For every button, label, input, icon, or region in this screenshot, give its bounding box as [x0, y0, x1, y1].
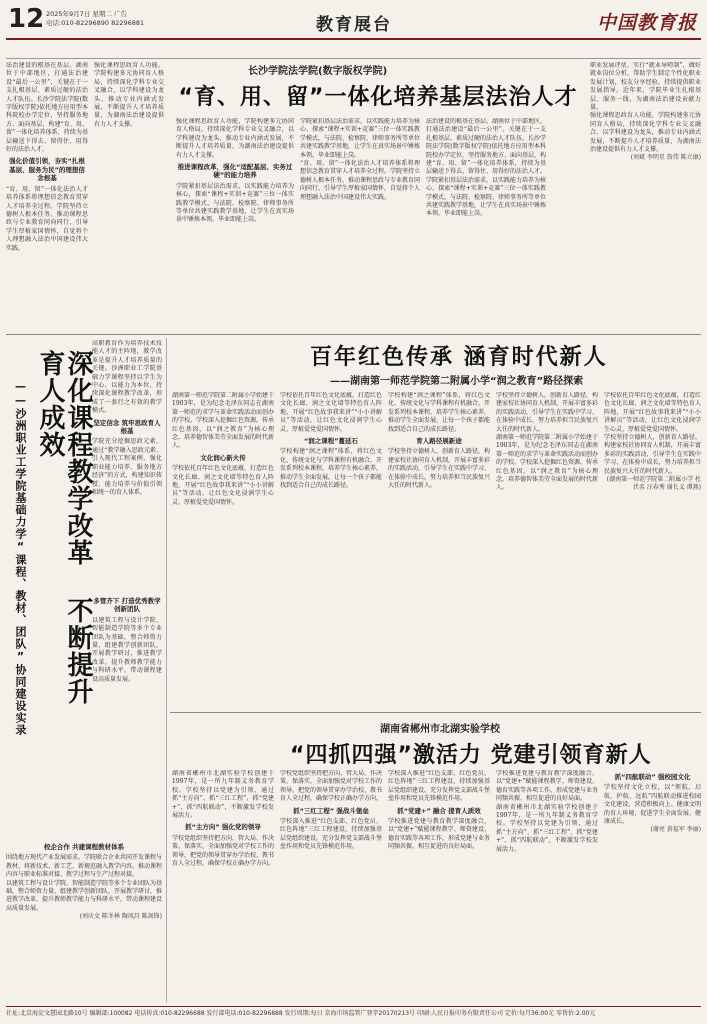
section-title: 教育展台	[316, 15, 392, 35]
article2-text: 围绕地方现代产业发展需求，学院联合企业共同开发课程与教材，将新技术、新工艺、新规范融入教学内容，推动课程内容与职业标准对接、教学过程与生产过程对接。	[6, 854, 162, 879]
article1-author: (刘斌 李明星 詹伟 陈立康)	[630, 154, 701, 162]
article4-subhead: 抓“主方向” 强化党的领导	[185, 823, 261, 832]
article1-text: 学院紧扣基层法治需求，以实践能力培养为核心，探索“课程+实训+竞赛”三位一体实践教学模式，与法院、检察院、律师事务所等单位共建实践教学基地，让学生在真实场景中锤炼本领，毕业即能上岗。	[176, 182, 294, 224]
article1-pretitle: 长沙学院法学院(数字版权学院)	[248, 66, 388, 77]
article2-text: 高职教育作为培养技术技能人才的主阵地，教学改革是提升人才培养质量的关键。沙洲职业工学院基础力学课程坚持以学生为中心，以能力为本位，持续深化课程教学改革，形成了一套行之有效的教学模式。	[92, 340, 162, 415]
article1-text: 学院紧扣基层法治需求，以实践能力培养为核心，探索“课程+实训+竞赛”三位一体实践教学模式，与法院、检察院、律师事务所等单位共建实践教学基地，让学生在真实场景中锤炼本领，毕业即能上岗。	[300, 118, 420, 159]
article2-text: 以建筑工程与设计学院、智能制造学院等多个专业团队为基础，整合师资力量，组建教学创新团队，开展教学研讨，推进教学改革，提升教师教学能力与科研水平，带动课程建设高质量发展。	[6, 879, 162, 912]
article3-column	[496, 392, 598, 708]
article4-pretitle: 湖南省郴州市北湖实验学校	[380, 724, 500, 735]
article1-column	[426, 118, 546, 330]
article2-text: 以建筑工程与设计学院、智能制造学院等多个专业团队为基础，整合师资力量，组建教学创新团队，开展教学研讨，推进教学改革，提升教师教学能力与科研水平，带动课程建设高质量发展。	[92, 616, 162, 683]
article1-text: 强化课程思政育人功能，学院构建多元协同育人格局，持续深化学科专业交叉融合，以学科建设为龙头，推动专业内涵式发展，不断提升人才培养质量，为湖南法治建设提供有力人才支撑。	[176, 118, 294, 159]
article3-text: 学校依托百年红色文化底蕴，打造红色文化长廊、润之文化墙等特色育人阵地，开展“红色故事我来讲”“小小讲解员”等活动，让红色文化浸润学生心灵，厚植爱党爱国情怀。	[604, 392, 701, 433]
article1-column	[300, 118, 420, 330]
article2-subhead: 校企合作 共建课程教材体系	[43, 843, 125, 851]
article4-text: 学校推进党建与教育教学深度融合，以“党建+”赋能课程教学、师资建设、德育实践等各项工作，形成党建与业务同频共振、相互促进的良好局面。	[496, 770, 598, 803]
article3-column	[388, 392, 490, 708]
article4-subhead: 抓“四航联动” 强校园文化	[614, 773, 691, 781]
article1-text: 职业发展评估，实行“就业导师制”，做好就业岗位分析，帮助学生制定个性化职业发展计划，校友分享经验，持续提供职业发展指导。近年来，学院毕业生扎根基层、服务一线，为湖南法治建设贡献力量。	[590, 62, 701, 112]
article3-text: 学校构建“润之课程”体系，将红色文化、传统文化与学科课程有机融合，开发系列校本课程，培养学生核心素养，推动学生全面发展，让每一个孩子都能找到适合自己的成长路径。	[388, 392, 490, 433]
article1-text: “育、用、留”一体化法治人才培养体系将理想信念教育贯穿人才培养全过程。学院坚持立德树人根本任务，推动课程思政与专业教育同向同行，引导学生厚植家国情怀，自觉将个人理想融入法治中国建设伟大实践。	[6, 185, 88, 252]
article4-subhead: 抓“党建+” 融合 提育人质效	[397, 806, 481, 815]
article3-text: 学校坚持立德树人，创新育人路径，构建家校社协同育人机制，开展丰富多彩的实践活动，引导学生在实践中学习、在体验中成长，努力培养担当民族复兴大任的时代新人。	[496, 392, 598, 433]
article4-text: 学校坚持文化立校，以“领航、启航、护航、远航”四航联动推进校园文化建设，营造积极向上、健康文明的育人环境，促进学生全面发展、健康成长。	[604, 784, 701, 826]
article2-subhead: 多管齐下 打造优秀教学创新团队	[93, 597, 161, 614]
article1-text: 强化课程思政育人功能，学院构建多元协同育人格局，持续深化学科专业交叉融合，以学科建设为龙头，推动专业内涵式发展，不断提升人才培养质量，为湖南法治建设提供有力人才支撑。	[94, 62, 164, 128]
article4-text: 湖南省郴州市北湖实验学校创建于1997年，是一所九年制义务教育学校。学校坚持以党建为引领，通过抓“主方向”、抓“三红工程”、抓“党建+”、抓“四航联动”，不断激发学校发展活力。	[172, 770, 274, 820]
article3-text: 学校依托百年红色文化底蕴，打造红色文化长廊、润之文化墙等特色育人阵地，开展“红色故事我来讲”“小小讲解员”等活动，让红色文化浸润学生心灵，厚植爱党爱国情怀。	[280, 392, 382, 433]
article1-text: 法治建设的根基在基层。湖南位于中部地区，打通法治建设“最后一公里”，关键在于一支扎根基层、素质过硬的法治人才队伍。长沙学院法学院(数字版权学院)依托地方应用型本科院校办学定位，坚持服务地方、面向基层，构建“育、用、留”一体化培养体系，持续为基层输送下得去、留得住、用得好的法治人才。	[426, 118, 546, 176]
article3-text: 湖南第一师范学院第二附属小学始建于1903年，是为纪念毛泽东同志在湖南第一师范的求学与革命实践活动而创办的学校。学校深入挖掘红色资源，传承红色基因，以“润之教育”为核心理念，培养德智体美劳全面发展的时代新人。	[172, 392, 274, 450]
article2-column	[92, 594, 162, 834]
article4-text: 湖南省郴州市北湖实验学校创建于1997年，是一所九年制义务教育学校。学校坚持以党建为引领，通过抓“主方向”、抓“三红工程”、抓“党建+”、抓“四航联动”，不断激发学校发展活力。	[496, 803, 598, 853]
article4-title: “四抓四强”激活力 党建引领育新人	[290, 743, 652, 768]
article1-column	[176, 118, 294, 330]
page-header	[6, 4, 701, 40]
article4-column	[388, 770, 490, 1002]
article1-column	[6, 62, 88, 330]
article1-text: 强化课程思政育人功能，学院构建多元协同育人格局，持续深化学科专业交叉融合，以学科建设为龙头，推动专业内涵式发展，不断提升人才培养质量，为湖南法治建设提供有力人才支撑。	[590, 112, 701, 154]
article3-subhead: 文化润心新火传	[200, 453, 246, 462]
article3-column	[280, 392, 382, 708]
article2-column	[92, 340, 162, 590]
article4-subhead: 抓“三红工程” 强战斗堡垒	[293, 806, 369, 815]
article4-text: 学校党组织坚持把方向、管大局、作决策、保落实，全面加强党对学校工作的领导，把党的领导贯穿办学治校、教书育人全过程，确保学校正确办学方向。	[172, 834, 274, 868]
article3-title: 百年红色传承 涵育时代新人	[310, 345, 608, 370]
article1-column	[590, 62, 701, 330]
article3-text: 学校依托百年红色文化底蕴，打造红色文化长廊、润之文化墙等特色育人阵地，开展“红色故事我来讲”“小小讲解员”等活动，让红色文化浸润学生心灵，厚植爱党爱国情怀。	[172, 465, 274, 506]
date-line: 2025年9月7日 星期二 广告	[46, 10, 127, 18]
header-info	[46, 10, 144, 28]
article2-author: (刘庆文 陈冬林 陶凤昌 陈剑锋)	[79, 913, 162, 921]
article3-column	[172, 392, 274, 708]
article3-text: 湖南第一师范学院第二附属小学始建于1903年，是为纪念毛泽东同志在湖南第一师范的求学与革命实践活动而创办的学校。学校深入挖掘红色资源，传承红色基因，以“润之教育”为核心理念，培养德智体美劳全面发展的时代新人。	[496, 434, 598, 492]
article4-text: 学校深入推进“红色支部、红色党员、红色阵地”三红工程建设，持续加强基层党组织建设，充分发挥党支部战斗堡垒作用和党员先锋模范作用。	[388, 770, 490, 803]
article1-text: 法治建设的根基在基层。湖南位于中部地区，打通法治建设“最后一公里”，关键在于一支扎根基层、素质过硬的法治人才队伍。长沙学院法学院(数字版权学院)依托地方应用型本科院校办学定位，坚持服务地方、面向基层，构建“育、用、留”一体化培养体系，持续为基层输送下得去、留得住、用得好的法治人才。	[6, 62, 88, 154]
article1-column	[94, 62, 164, 330]
divider	[6, 58, 701, 59]
article4-column	[496, 770, 598, 1002]
article4-column	[604, 770, 701, 1002]
article3-subhead: 育人路径展新途	[416, 437, 462, 446]
article3-subhead: “润之课程”蔓延石	[303, 437, 359, 446]
article4-column	[280, 770, 382, 1002]
article1-subhead: 强化价值引领，夯实“扎根基层、服务为民”的理想信念根基	[9, 157, 85, 183]
article3-subtitle: ——湖南第一师范学院第二附属小学“润之教育”路径探索	[330, 376, 584, 387]
article4-column	[172, 770, 274, 1002]
phone-line: 电话:010-82296890 82296881	[46, 19, 145, 27]
divider	[170, 712, 701, 713]
article2-title: 深化课程教学改革 不断提升育人成效	[35, 350, 93, 705]
article1-text: “育、用、留”一体化法治人才培养体系将理想信念教育贯穿人才培养全过程。学院坚持立德树人根本任务，推动课程思政与专业教育同向同行，引导学生厚植家国情怀，自觉将个人理想融入法治中国建设伟大实践。	[300, 160, 420, 201]
article1-subhead: 推进课程改革，强化“适配基层、实务过硬”的能力培养	[177, 163, 293, 180]
page-number: 12	[8, 4, 45, 34]
article1-text: 学院紧扣基层法治需求，以实践能力培养为核心，探索“课程+实训+竞赛”三位一体实践教学模式，与法院、检察院、律师事务所等单位共建实践教学基地，让学生在真实场景中锤炼本领，毕业即能上岗。	[426, 176, 546, 218]
article2-subhead: 坚定信念 筑牢思政育人根基	[93, 418, 161, 436]
page-footer: 社址:北京海淀文慧园北路10号 编辑部:100082 电话传真:010-82296688 发行部电话:010-82296888 发行周期:每日 京海市场监管广登字20170213号 印刷:人民日报印务有限责任公司 定价:每月36.00元 零售价:2.00元	[6, 1006, 701, 1021]
article3-author: (湖南第一师范学院第二附属小学 杜伏名 汪春秀 谢长义 谭燕)	[606, 476, 701, 492]
divider	[166, 338, 167, 1002]
article2-column	[6, 840, 162, 1002]
article3-column	[604, 392, 701, 708]
article2-subtitle: ——沙洲职业工学院基础力学“课程、教材、团队”协同建设实录	[14, 380, 27, 736]
article4-text: 学校党组织坚持把方向、管大局、作决策、保落实，全面加强党对学校工作的领导，把党的领导贯穿办学治校、教书育人全过程，确保学校正确办学方向。	[280, 770, 382, 803]
article3-text: 学校坚持立德树人，创新育人路径，构建家校社协同育人机制，开展丰富多彩的实践活动，引导学生在实践中学习、在体验中成长，努力培养担当民族复兴大任的时代新人。	[388, 448, 490, 490]
article4-text: 学校推进党建与教育教学深度融合，以“党建+”赋能课程教学、师资建设、德育实践等各项工作，形成党建与业务同频共振、相互促进的良好局面。	[388, 818, 490, 851]
article3-text: 学校坚持立德树人，创新育人路径，构建家校社协同育人机制，开展丰富多彩的实践活动，引导学生在实践中学习、在体验中成长，努力培养担当民族复兴大任的时代新人。	[604, 434, 701, 475]
article3-text: 学校构建“润之课程”体系，将红色文化、传统文化与学科课程有机融合，开发系列校本课程，培养学生核心素养，推动学生全面发展，让每一个孩子都能找到适合自己的成长路径。	[280, 448, 382, 490]
article2-text: 学院充分挖掘思政元素，通过“教学融入思政元素、引入现代工程案例、强化职业能力培养、服务地方经济”的方式，构建知识传授、能力培养与价值引领相统一的育人体系。	[92, 438, 162, 496]
article1-title: “育、用、留”一体化培养基层法治人才	[178, 85, 578, 110]
divider	[6, 334, 701, 335]
article4-text: 学校深入推进“红色支部、红色党员、红色阵地”三红工程建设，持续加强基层党组织建设，充分发挥党支部战斗堡垒作用和党员先锋模范作用。	[280, 818, 382, 851]
masthead-logo: 中国教育报	[596, 12, 697, 34]
article4-author: (谢亮 黄福军 李丽)	[650, 826, 701, 834]
